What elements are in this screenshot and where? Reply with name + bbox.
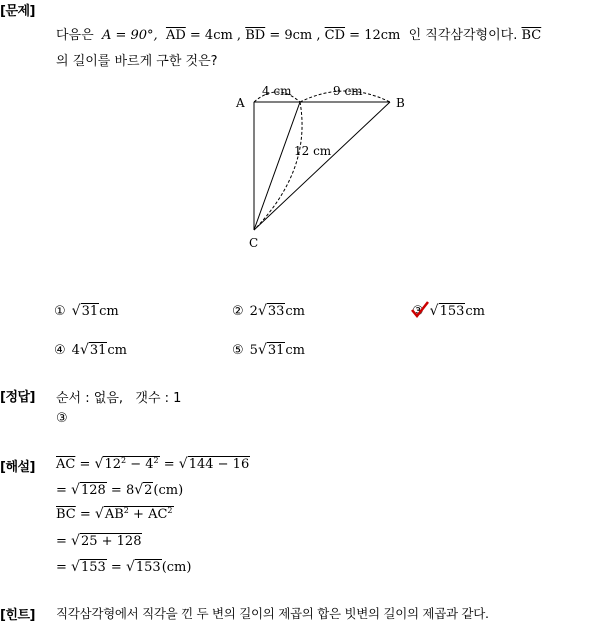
choice-4[interactable]: ④ 4√31cm [54, 342, 128, 358]
solution-line-3: $\overline{BC} = √AB^2 + \overline{AC}^2$ [56, 506, 173, 522]
hint-tag: [힌트] [0, 608, 35, 623]
side-bc [254, 102, 390, 230]
solution-line-1: $\overline{AC} = √12^2 - 4^2 = √144 - 16$ [56, 456, 250, 472]
problem-line-2: 의 길이를 바르게 구한 것은? [56, 54, 218, 69]
choice-2[interactable]: ② 2√33cm [232, 303, 306, 319]
bd-label: $\overline{BD}$ [245, 28, 266, 43]
problem-suffix: 인 직각삼각형이다. [408, 28, 518, 43]
vertex-a-label: A [236, 96, 245, 110]
cd-label: $\overline{CD}$ [324, 28, 346, 43]
choice-4-number: ④ [54, 343, 66, 358]
choice-5-coef: 5 [249, 343, 258, 358]
vertex-b-label: B [396, 96, 405, 110]
choice-4-unit: cm [107, 343, 128, 358]
choice-5-radicand: 31 [267, 343, 285, 358]
answer-value: ③ [56, 411, 68, 426]
check-mark-icon [410, 301, 430, 319]
choice-1-radicand: 31 [81, 304, 99, 319]
angle-condition: A = 90°, [101, 28, 158, 43]
choice-2-radicand: 33 [267, 304, 285, 319]
choice-2-unit: cm [285, 304, 306, 319]
choice-3-number: ③ [412, 304, 424, 319]
hint-text: 직각삼각형에서 직각을 낀 두 변의 길이의 제곱의 합은 빗변의 길이의 제곱과 같다. [56, 606, 489, 621]
solution-tag: [해설] [0, 460, 35, 475]
answer-tag: [정답] [0, 390, 35, 405]
ad-length-label: 4 cm [262, 84, 292, 98]
choice-2-coef: 2 [249, 304, 258, 319]
problem-intro: 다음은 [56, 28, 94, 43]
solution-line-4: = √25 + 128 [56, 533, 142, 549]
choice-1[interactable]: ① √31cm [54, 303, 119, 319]
choice-3-radicand: 153 [439, 304, 465, 319]
choice-2-number: ② [232, 304, 244, 319]
answer-meta: 순서 : 없음, 갯수 : 1 [56, 391, 182, 406]
bd-length-label: 9 cm [333, 84, 363, 98]
ad-value: = 4cm , [185, 28, 242, 43]
segment-cd [254, 102, 300, 230]
choice-3-unit: cm [465, 304, 486, 319]
cd-length-label: 12 cm [294, 144, 332, 158]
problem-tag: [문제] [0, 4, 35, 19]
ad-label: $\overline{AD}$ [165, 28, 186, 43]
choice-5-number: ⑤ [232, 343, 244, 358]
choice-4-coef: 4 [71, 343, 80, 358]
problem-line-1 [56, 24, 541, 43]
choice-1-unit: cm [99, 304, 119, 319]
choice-1-number: ① [54, 304, 66, 319]
bc-label: $\overline{BC}$ [521, 28, 542, 43]
choice-4-radicand: 31 [89, 343, 107, 358]
choice-3[interactable]: ③ √153cm [412, 303, 486, 319]
triangle-figure [230, 80, 420, 255]
cd-value: = 12cm [345, 28, 401, 43]
bd-value: = 9cm , [265, 28, 321, 43]
choice-5-unit: cm [285, 343, 306, 358]
vertex-c-label: C [249, 236, 259, 250]
solution-line-5: = √153 = √153(cm) [56, 559, 192, 575]
solution-line-2: = √128 = 8√2(cm) [56, 482, 184, 498]
choice-5[interactable]: ⑤ 5√31cm [232, 342, 306, 358]
